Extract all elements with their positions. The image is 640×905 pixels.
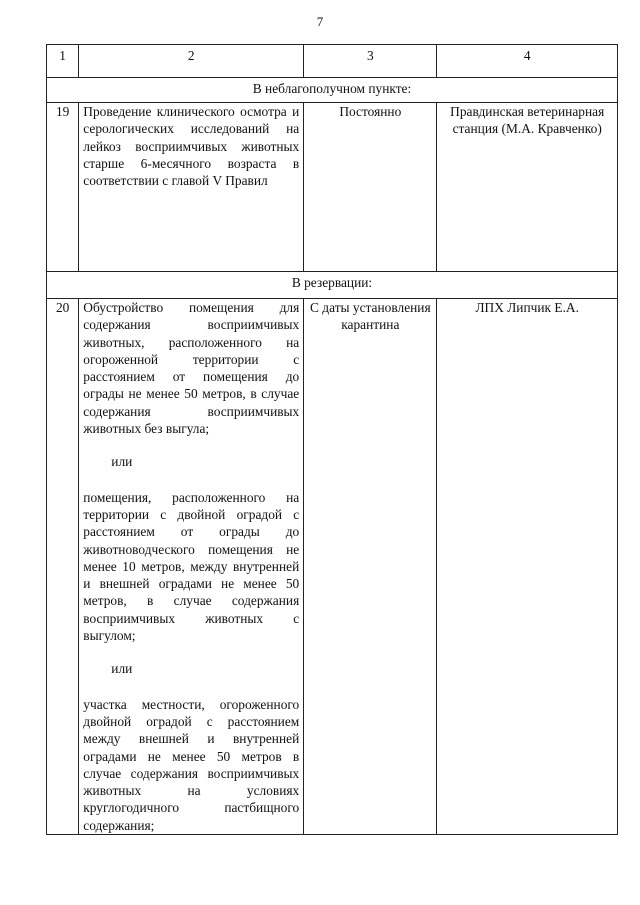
responsible-cell: ЛПХ Липчик Е.А. bbox=[437, 299, 618, 835]
measure-paragraph-1: Обустройство помещения для содержания восприимчивых животных, расположенного на огороженной территории с расстоянием от помещения до ограды не менее 50 метров, в случае содержания восприимчивых животных без выгула; bbox=[83, 300, 300, 437]
measures-table bbox=[46, 44, 618, 835]
header-col-4: 4 bbox=[437, 45, 618, 78]
or-label-1: или bbox=[111, 454, 133, 470]
measure-paragraph-3: участка местности, огороженного двойной оградой с расстоянием между внешней и внутренней оградами не менее 50 метров в случае содержания восприимчивых животных на условиях круглогодичного пастбищного содержания; bbox=[83, 696, 300, 833]
term-cell: С даты установления карантина bbox=[304, 299, 437, 835]
section-row-unfavorable bbox=[47, 78, 618, 103]
section-title-unfavorable: В неблагополучном пункте: bbox=[47, 78, 618, 103]
term-cell: Постоянно bbox=[304, 103, 437, 272]
table-row bbox=[47, 299, 618, 835]
table-row bbox=[47, 103, 618, 272]
header-col-3: 3 bbox=[304, 45, 437, 78]
header-col-2: 2 bbox=[79, 45, 304, 78]
section-row-reservation bbox=[47, 272, 618, 299]
table-header-row bbox=[47, 45, 618, 78]
measure-cell: Проведение клинического осмотра и серологических исследований на лейкоз восприимчивых животных старше 6-месячного возраста в соответствии с главой V Правил bbox=[79, 103, 304, 272]
or-label-2: или bbox=[111, 661, 133, 677]
row-number: 20 bbox=[47, 299, 79, 835]
measure-cell bbox=[79, 299, 304, 835]
section-title-reservation: В резервации: bbox=[47, 272, 618, 299]
responsible-cell: Правдинская ветеринарная станция (М.А. Кравченко) bbox=[437, 103, 618, 272]
header-col-1: 1 bbox=[47, 45, 79, 78]
measure-paragraph-2: помещения, расположенного на территории с двойной оградой с расстоянием от ограды до животноводческого помещения не менее 10 метров, между внутренней и внешней оградами не менее 50 метров, в случае содержания восприимчивых животных с выгулом; bbox=[83, 489, 300, 644]
row-number: 19 bbox=[47, 103, 79, 272]
page-number: 7 bbox=[316, 14, 324, 29]
